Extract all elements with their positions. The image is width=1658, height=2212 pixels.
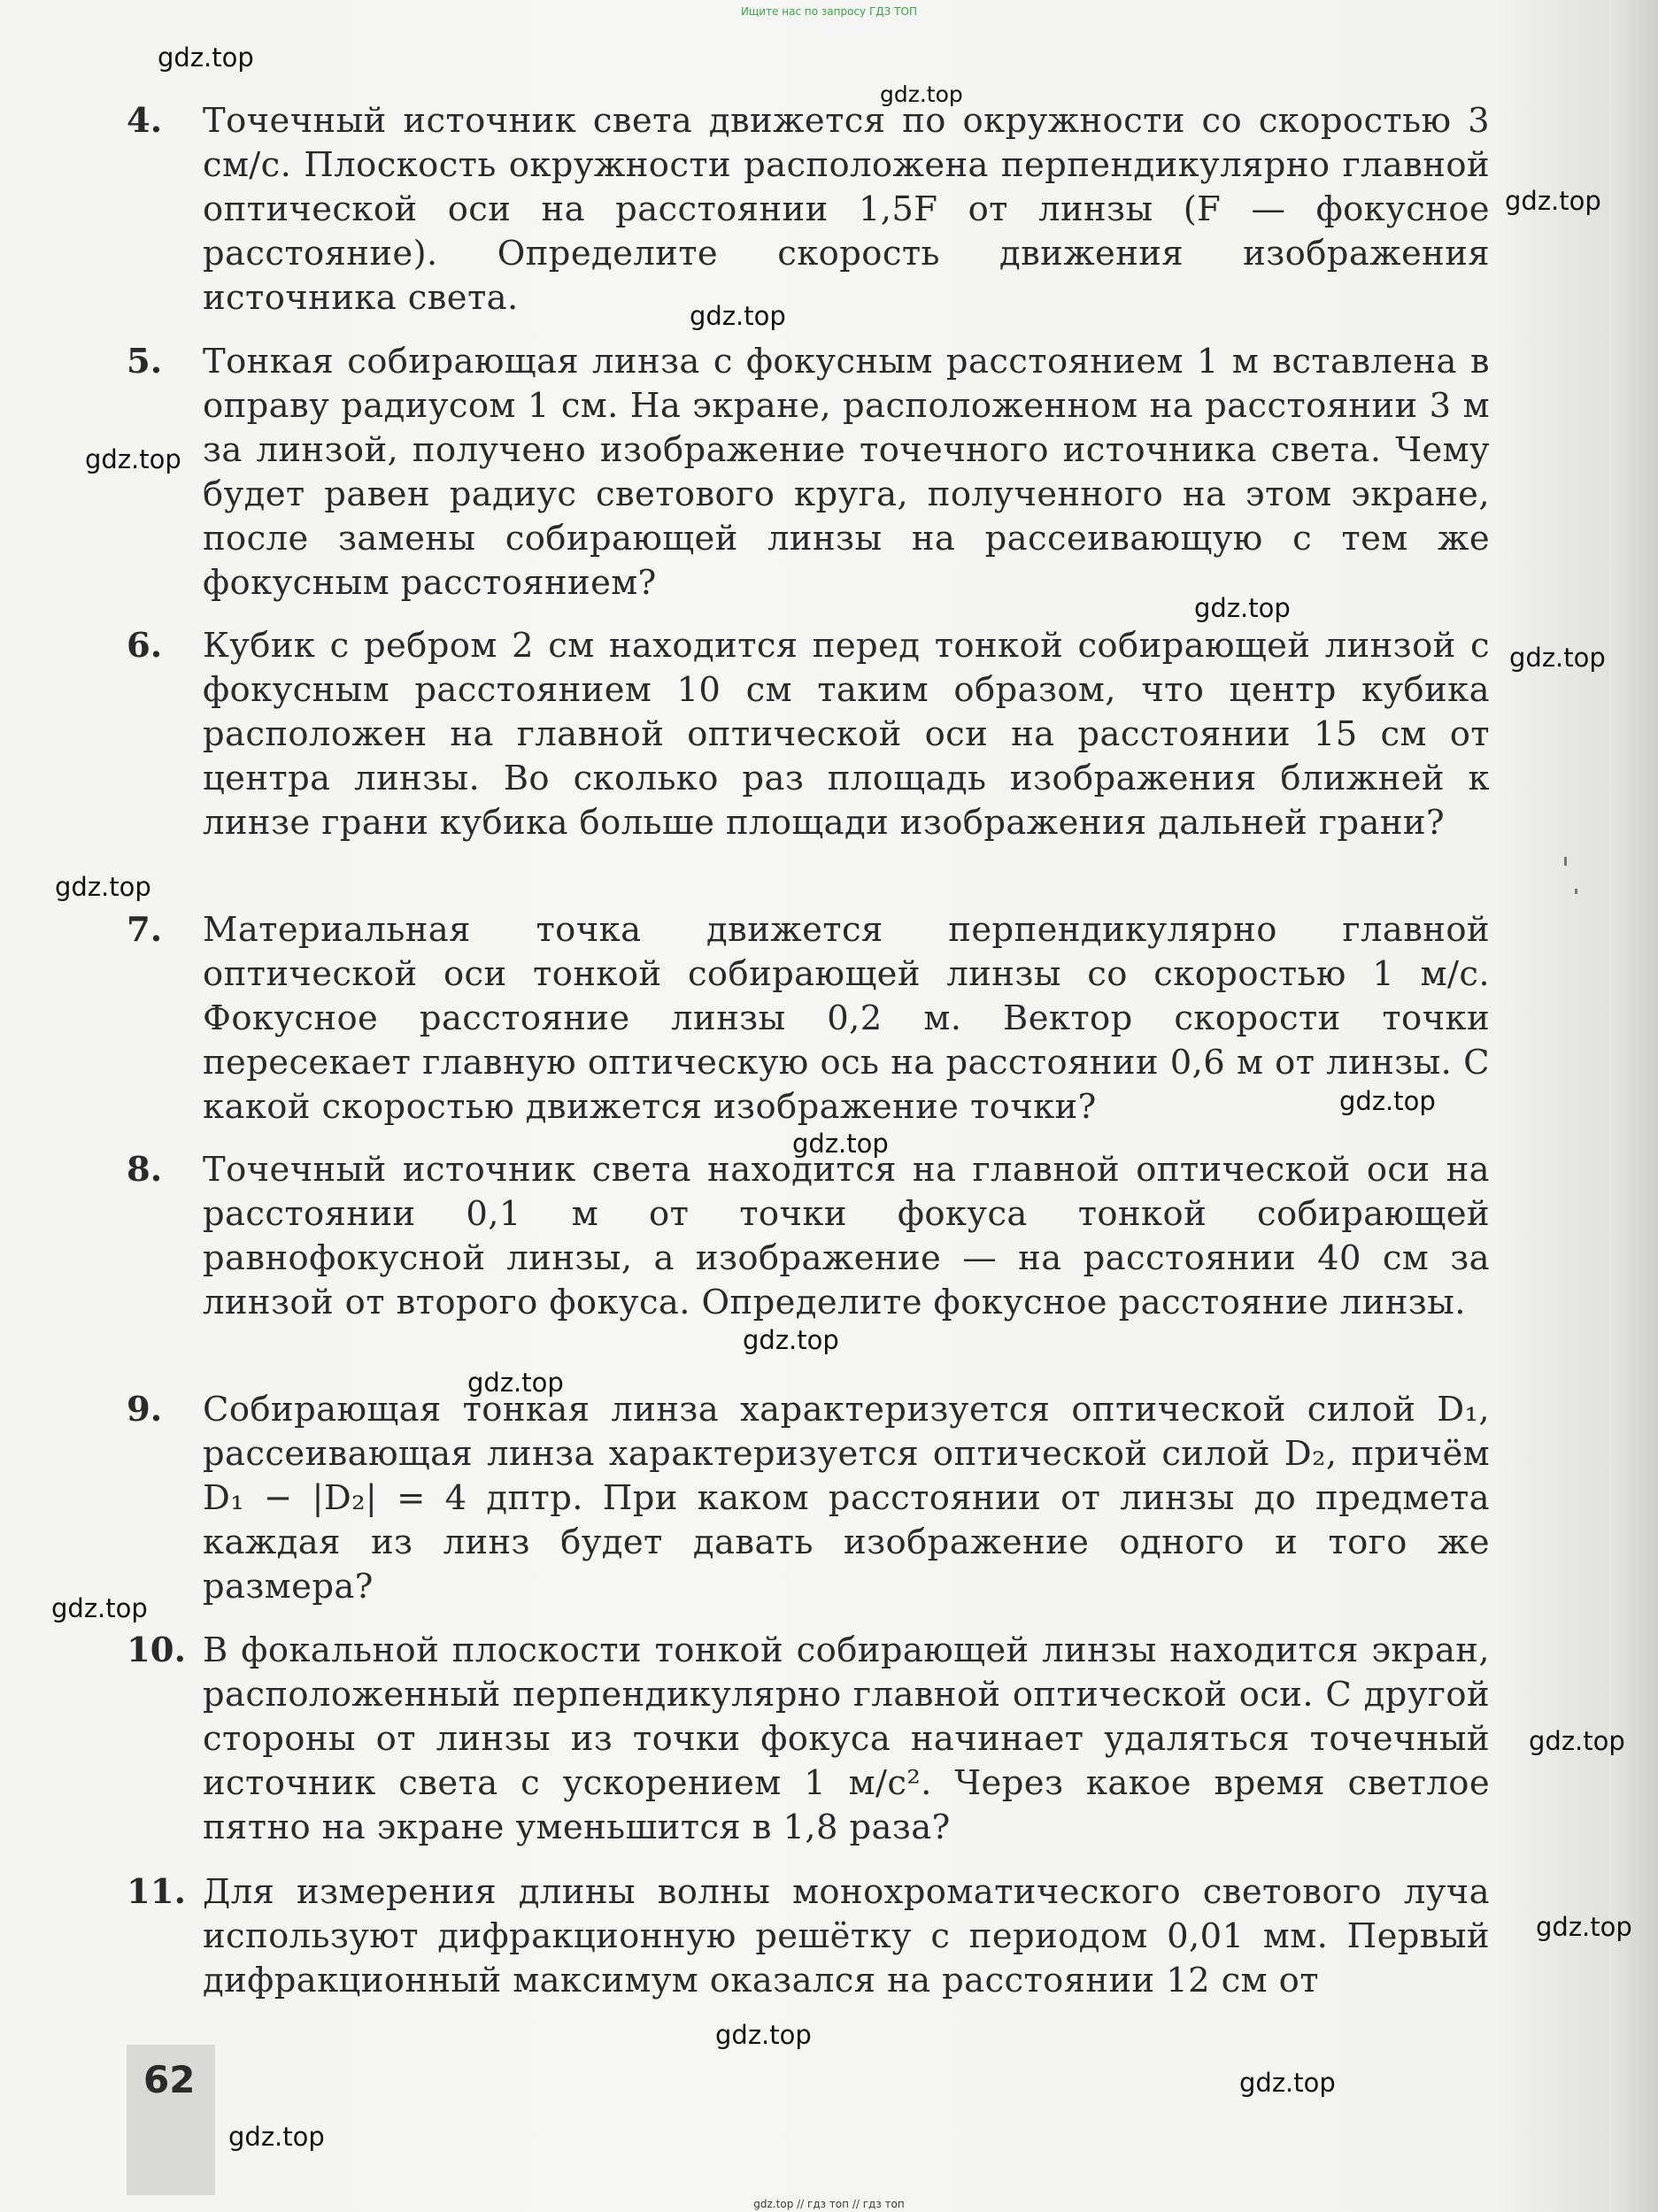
scan-speck <box>1564 857 1567 866</box>
problem-text: Кубик с ребром 2 см находится перед тонкой собирающей линзой с фокусным расстоянием 10 см таким образом, что центр кубика расположен на главной оптической оси на расстоянии 15 см от центра линзы. Во сколько раз площадь изображения ближней к линзе грани кубика больше площади изображения дальней грани? <box>203 626 1490 843</box>
problem-number: 9. <box>127 1390 163 1430</box>
watermark: gdz.top <box>1529 1726 1625 1756</box>
problem-number: 7. <box>127 910 163 950</box>
watermark: gdz.top <box>792 1129 889 1159</box>
problem-4 <box>127 99 1490 320</box>
watermark: gdz.top <box>85 444 181 474</box>
problem-number: 4. <box>127 101 163 141</box>
bottom-banner: gdz.top // гдз топ // гдз топ <box>753 2198 905 2210</box>
problem-9 <box>127 1388 1490 1609</box>
problem-number: 11. <box>127 1872 186 1912</box>
problem-text: Собирающая тонкая линза характеризуется оптической силой D₁, рассеивающая линза характеризуется оптической силой D₂, причём D₁ − |D₂| = 4 дптр. При каком расстоянии от линзы до предмета каждая из линз будет давать изображение одного и того же размера? <box>203 1390 1490 1607</box>
problem-7 <box>127 908 1490 1129</box>
watermark: gdz.top <box>55 872 151 902</box>
watermark: gdz.top <box>51 1593 148 1623</box>
problem-number: 6. <box>127 626 163 666</box>
watermark: gdz.top <box>1505 186 1601 216</box>
watermark: gdz.top <box>715 2020 812 2050</box>
watermark: gdz.top <box>1194 593 1291 623</box>
watermark: gdz.top <box>1339 1086 1436 1116</box>
watermark: gdz.top <box>690 301 786 331</box>
problem-text: Для измерения длины волны монохроматического светового луча используют дифракционную решётку с периодом 0,01 мм. Первый дифракционный максимум оказался на расстоянии 12 см от <box>203 1872 1490 2000</box>
problem-text: Точечный источник света движется по окружности со скоростью 3 см/с. Плоскость окружности расположена перпендикулярно главной оптической оси на расстоянии 1,5F от линзы (F — фокусное расстояние). Определите скорость движения изображения источника света. <box>203 101 1490 318</box>
watermark: gdz.top <box>880 81 963 107</box>
watermark: gdz.top <box>158 42 254 73</box>
watermark: gdz.top <box>228 2122 325 2152</box>
problem-text: Точечный источник света находится на главной оптической оси на расстоянии 0,1 м от точки фокуса тонкой собирающей равнофокусной линзы, а изображение — на расстоянии 40 см за линзой от второго фокуса. Определите фокусное расстояние линзы. <box>203 1150 1490 1322</box>
problem-10 <box>127 1629 1490 1850</box>
problem-text: В фокальной плоскости тонкой собирающей линзы находится экран, расположенный перпендикулярно главной оптической оси. С другой стороны от линзы из точки фокуса начинает удаляться точечный источник света с ускорением 1 м/с². Через какое время светлое пятно на экране уменьшится в 1,8 раза? <box>203 1630 1490 1847</box>
problem-text: Тонкая собирающая линза с фокусным расстоянием 1 м вставлена в оправу радиусом 1 см. На экране, расположенном на расстоянии 3 м за линзой, получено изображение точечного источника света. Чему будет равен радиус светового круга, полученного на этом экране, после замены собирающей линзы на рассеивающую с тем же фокусным расстоянием? <box>203 342 1490 603</box>
page-number: 62 <box>143 2058 196 2101</box>
problem-number: 10. <box>127 1630 186 1670</box>
problem-number: 8. <box>127 1150 163 1190</box>
watermark: gdz.top <box>1536 1912 1632 1942</box>
watermark: gdz.top <box>1239 2068 1336 2098</box>
problem-5 <box>127 340 1490 605</box>
watermark: gdz.top <box>743 1325 839 1355</box>
watermark: gdz.top <box>467 1368 564 1398</box>
page-edge-shadow <box>1608 0 1658 2212</box>
watermark: gdz.top <box>1509 643 1606 673</box>
problem-6 <box>127 624 1490 845</box>
top-banner: Ищите нас по запросу ГДЗ ТОП <box>741 5 917 18</box>
problem-text: Материальная точка движется перпендикулярно главной оптической оси тонкой собирающей линзы со скоростью 1 м/с. Фокусное расстояние линзы 0,2 м. Вектор скорости точки пересекает главную оптическую ось на расстоянии 0,6 м от линзы. С какой скоростью движется изображение точки? <box>203 910 1490 1127</box>
problem-number: 5. <box>127 342 163 382</box>
problem-11 <box>127 1870 1490 2003</box>
problem-8 <box>127 1148 1490 1325</box>
scan-speck <box>1575 889 1577 894</box>
